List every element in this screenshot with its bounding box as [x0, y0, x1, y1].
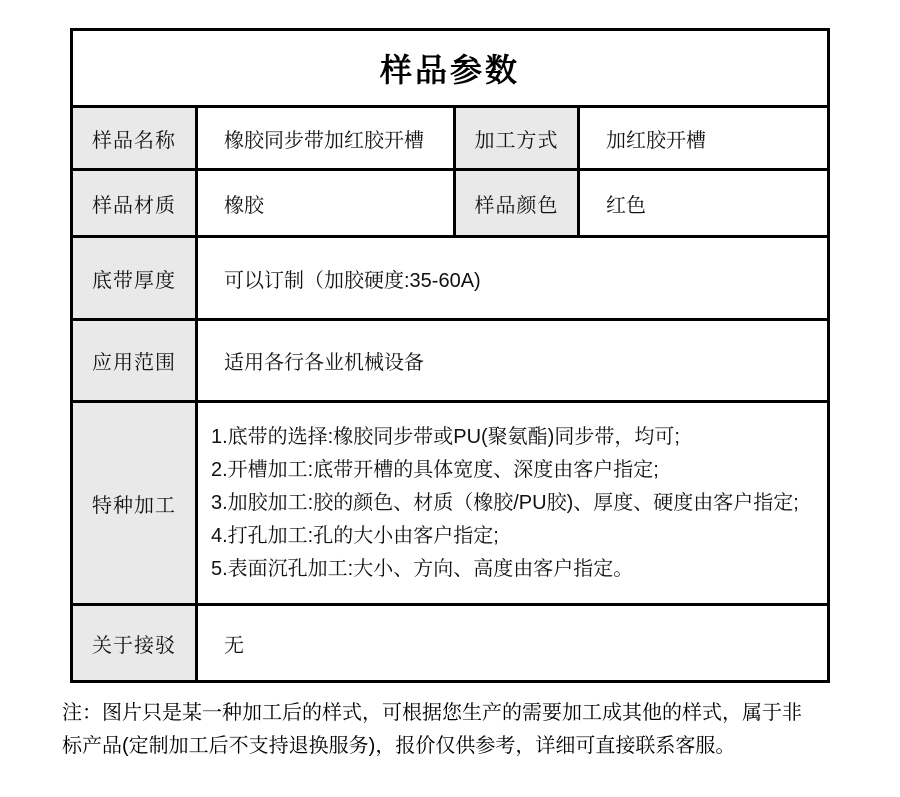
- cell-application-scope-value: 适用各行各业机械设备: [198, 321, 827, 400]
- row-label-processing-method: 加工方式: [456, 108, 577, 168]
- special-processing-item-1: 1.底带的选择:橡胶同步带或PU(聚氨酯)同步带，均可;: [211, 425, 680, 448]
- disclaimer-note: [62, 697, 852, 763]
- row-label-sample-color: 样品颜色: [456, 171, 577, 235]
- sample-parameters-table: [70, 28, 830, 683]
- special-processing-item-3: 3.加胶加工:胶的颜色、材质（橡胶/PU胶)、厚度、硬度由客户指定;: [211, 491, 799, 514]
- cell-base-thickness-value: 可以订制（加胶硬度:35-60A): [198, 238, 827, 318]
- cell-sample-material-value: 橡胶: [198, 171, 453, 235]
- row-label-sample-name: 样品名称: [73, 108, 195, 168]
- special-processing-item-4: 4.打孔加工:孔的大小由客户指定;: [211, 524, 499, 547]
- disclaimer-line-2: 标产品(定制加工后不支持退换服务)，报价仅供参考，详细可直接联系客服。: [62, 735, 736, 757]
- disclaimer-line-1: 注：图片只是某一种加工后的样式，可根据您生产的需要加工成其他的样式，属于非: [62, 702, 802, 724]
- cell-special-processing-list: [198, 403, 827, 603]
- row-label-splicing: 关于接驳: [73, 606, 195, 680]
- cell-sample-color-value: 红色: [580, 171, 827, 235]
- cell-processing-method-value: 加红胶开槽: [580, 108, 827, 168]
- special-processing-item-2: 2.开槽加工:底带开槽的具体宽度、深度由客户指定;: [211, 458, 659, 481]
- cell-sample-name-value: 橡胶同步带加红胶开槽: [198, 108, 453, 168]
- row-label-special-processing: 特种加工: [73, 403, 195, 603]
- special-processing-item-5: 5.表面沉孔加工:大小、方向、高度由客户指定。: [211, 557, 634, 580]
- cell-splicing-value: 无: [198, 606, 827, 680]
- row-label-application-scope: 应用范围: [73, 321, 195, 400]
- row-label-sample-material: 样品材质: [73, 171, 195, 235]
- row-label-base-thickness: 底带厚度: [73, 238, 195, 318]
- table-title: 样品参数: [73, 31, 827, 105]
